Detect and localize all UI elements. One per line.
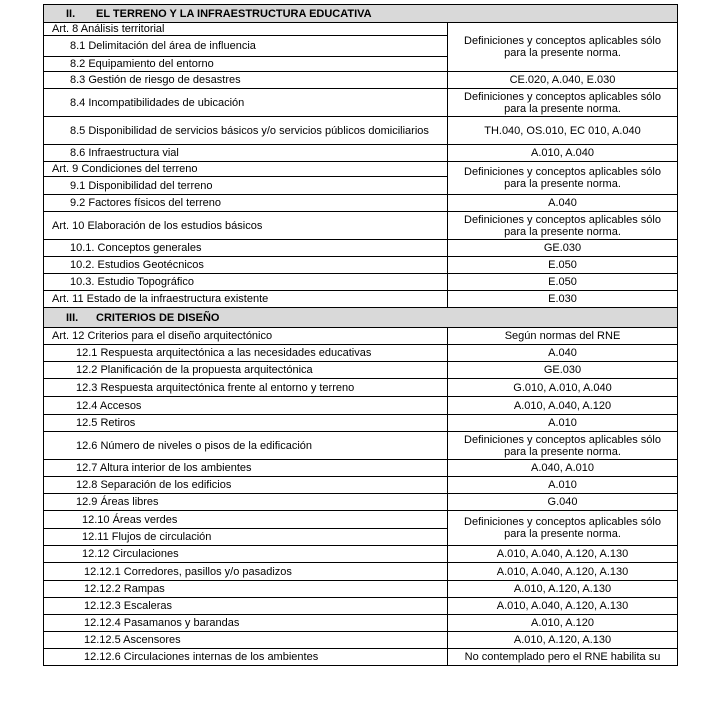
reference-cell: A.010 [448,477,678,494]
table-row [44,117,678,145]
table-row [44,328,678,345]
reference-cell: Definiciones y conceptos aplicables sólo para la presente norma. [448,212,678,240]
table-row [44,598,678,615]
article-cell: 12.12 Circulaciones [44,546,448,563]
reference-cell: A.040 [448,345,678,362]
article-cell: 12.11 Flujos de circulación [44,529,448,546]
table-row [44,649,678,666]
reference-cell: GE.030 [448,362,678,379]
article-cell: 10.1. Conceptos generales [44,240,448,257]
table-row [44,240,678,257]
table-body [44,5,678,666]
reference-cell: G.040 [448,494,678,511]
section-header-row [44,5,678,23]
reference-cell: G.010, A.010, A.040 [448,379,678,397]
table-row [44,274,678,291]
article-cell: 12.12.4 Pasamanos y barandas [44,615,448,632]
reference-cell: E.050 [448,257,678,274]
article-cell: Art. 9 Condiciones del terreno [44,162,448,177]
reference-cell: Definiciones y conceptos aplicables sólo para la presente norma. [448,89,678,117]
table-row [44,23,678,36]
article-cell: 8.2 Equipamiento del entorno [44,57,448,72]
article-cell: 8.4 Incompatibilidades de ubicación [44,89,448,117]
table-row [44,257,678,274]
article-cell: Art. 8 Análisis territorial [44,23,448,36]
article-cell: 12.12.3 Escaleras [44,598,448,615]
article-cell: 10.2. Estudios Geotécnicos [44,257,448,274]
reference-cell: E.050 [448,274,678,291]
article-cell: Art. 10 Elaboración de los estudios básicos [44,212,448,240]
table-row [44,494,678,511]
section-header-row [44,308,678,328]
article-cell: 10.3. Estudio Topográfico [44,274,448,291]
table-row [44,195,678,212]
table-row [44,345,678,362]
article-cell: 8.3 Gestión de riesgo de desastres [44,72,448,89]
reference-cell: A.010, A.040, A.120 [448,397,678,415]
article-cell: 12.12.2 Rampas [44,581,448,598]
reference-cell: A.040, A.010 [448,460,678,477]
table-row [44,563,678,581]
article-cell: 12.12.5 Ascensores [44,632,448,649]
reference-cell: Definiciones y conceptos aplicables sólo para la presente norma. [448,162,678,195]
section-title: CRITERIOS DE DISEÑO [96,311,220,324]
norm-reference-table [43,4,678,666]
section-header-cell [44,5,678,23]
article-cell: 12.8 Separación de los edificios [44,477,448,494]
reference-cell: Definiciones y conceptos aplicables sólo para la presente norma. [448,511,678,546]
article-cell: 8.6 Infraestructura vial [44,145,448,162]
reference-cell: CE.020, A.040, E.030 [448,72,678,89]
article-cell: 12.6 Número de niveles o pisos de la edificación [44,432,448,460]
article-cell: 12.2 Planificación de la propuesta arquitectónica [44,362,448,379]
table-row [44,432,678,460]
article-cell: 12.5 Retiros [44,415,448,432]
article-cell: 9.1 Disponibilidad del terreno [44,177,448,195]
table-row [44,477,678,494]
section-number: II. [66,7,76,20]
norm-document [43,4,677,666]
reference-cell: A.010 [448,415,678,432]
reference-cell: No contemplado pero el RNE habilita su [448,649,678,666]
table-row [44,415,678,432]
reference-cell: A.010, A.040, A.120, A.130 [448,563,678,581]
section-title: EL TERRENO Y LA INFRAESTRUCTURA EDUCATIVA [96,7,372,20]
article-cell: 12.3 Respuesta arquitectónica frente al entorno y terreno [44,379,448,397]
table-row [44,362,678,379]
reference-cell: E.030 [448,291,678,308]
section-number: III. [66,311,79,324]
reference-cell: A.040 [448,195,678,212]
article-cell: 12.9 Áreas libres [44,494,448,511]
reference-cell: GE.030 [448,240,678,257]
reference-cell: A.010, A.040, A.120, A.130 [448,598,678,615]
table-row [44,89,678,117]
table-row [44,460,678,477]
table-row [44,379,678,397]
table-row [44,162,678,177]
section-header-cell [44,308,678,328]
reference-cell: Definiciones y conceptos aplicables sólo para la presente norma. [448,23,678,72]
table-row [44,397,678,415]
reference-cell: A.010, A.120, A.130 [448,581,678,598]
reference-cell: A.010, A.120, A.130 [448,632,678,649]
table-row [44,632,678,649]
table-row [44,581,678,598]
article-cell: Art. 12 Criterios para el diseño arquitectónico [44,328,448,345]
article-cell: 9.2 Factores físicos del terreno [44,195,448,212]
reference-cell: Definiciones y conceptos aplicables sólo para la presente norma. [448,432,678,460]
table-row [44,511,678,529]
reference-cell: TH.040, OS.010, EC 010, A.040 [448,117,678,145]
table-row [44,72,678,89]
table-row [44,145,678,162]
reference-cell: A.010, A.040, A.120, A.130 [448,546,678,563]
table-row [44,212,678,240]
article-cell: 12.7 Altura interior de los ambientes [44,460,448,477]
article-cell: 8.5 Disponibilidad de servicios básicos y/o servicios públicos domiciliarios [44,117,448,145]
reference-cell: A.010, A.040 [448,145,678,162]
article-cell: Art. 11 Estado de la infraestructura existente [44,291,448,308]
reference-cell: A.010, A.120 [448,615,678,632]
article-cell: 12.12.1 Corredores, pasillos y/o pasadizos [44,563,448,581]
article-cell: 8.1 Delimitación del área de influencia [44,36,448,57]
article-cell: 12.12.6 Circulaciones internas de los ambientes [44,649,448,666]
reference-cell: Según normas del RNE [448,328,678,345]
table-row [44,291,678,308]
article-cell: 12.10 Áreas verdes [44,511,448,529]
article-cell: 12.1 Respuesta arquitectónica a las necesidades educativas [44,345,448,362]
table-row [44,615,678,632]
table-row [44,546,678,563]
article-cell: 12.4 Accesos [44,397,448,415]
